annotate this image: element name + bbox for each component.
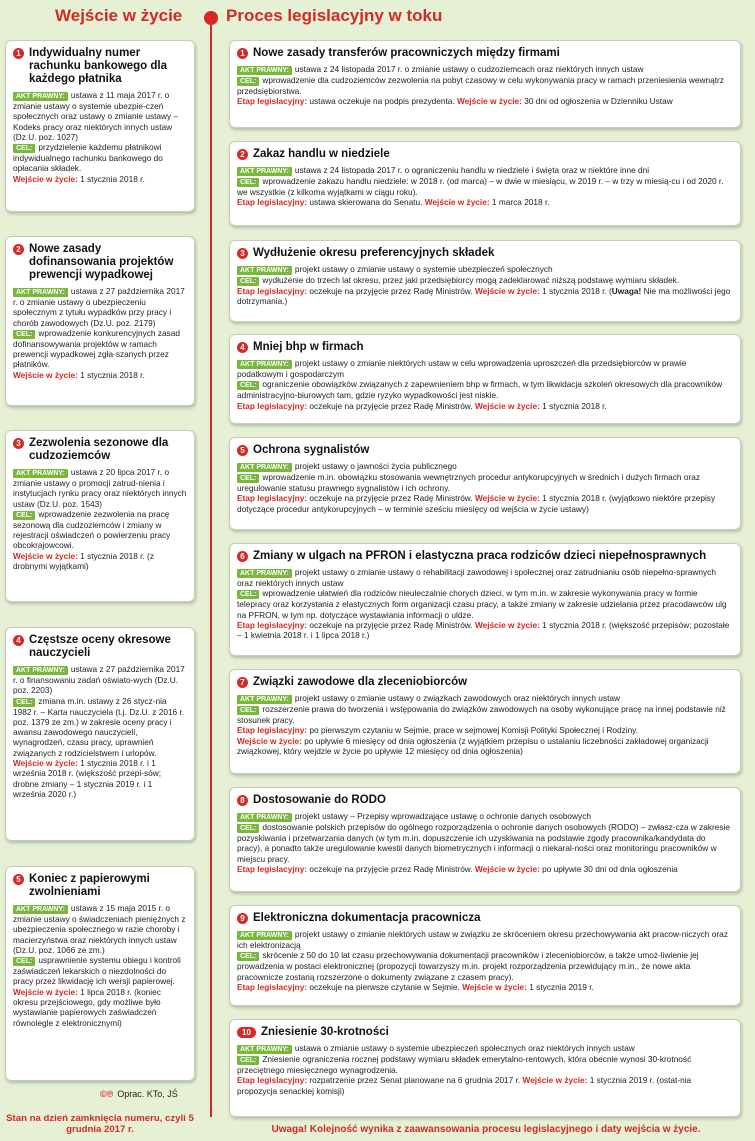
cel-text: wprowadzenie konkurencyjnych zasad dofinansowywania projektów w ramach prewencji wypadkowej zgła-szanych przez płatników. <box>13 327 180 370</box>
cel-text: usprawnienie systemu obiegu i kontroli zaświadczeń lekarskich o niezdolności do pracy przez likwidację ich wersji papierowej. <box>13 955 181 987</box>
uwaga-label: Uwaga! <box>611 286 642 296</box>
wejscie-label: Wejście w życie: <box>237 735 302 746</box>
cel-tag: CEL: <box>13 698 35 707</box>
number-badge: 3 <box>237 248 248 259</box>
akt-text: ustawa z 24 listopada 2017 r. o zmianie ustawy o cudzoziemcach oraz niektórych innych ustaw <box>294 64 644 74</box>
number-badge: 3 <box>13 438 24 449</box>
akt-tag: AKT PRAWNY: <box>237 266 292 275</box>
akt-tag: AKT PRAWNY: <box>237 360 292 369</box>
number-badge: 5 <box>237 445 248 456</box>
akt-tag: AKT PRAWNY: <box>13 288 68 297</box>
number-badge: 4 <box>237 342 248 353</box>
wejscie-text: 1 marca 2018 r. <box>491 197 550 208</box>
akt-text: projekt ustawy o zmianie niektórych ustaw w związku ze skróceniem okresu przechowywania akt pracow-niczych oraz ich elektronizacją <box>237 929 728 950</box>
akt-text: ustawa z 20 lipca 2017 r. o zmianie ustawy o promocji zatrud-nienia i instytucjach rynku pracy oraz niektórych innych ustaw (Dz.U. poz. 1543) <box>13 467 187 509</box>
etap-text: oczekuje na przyjęcie przez Radę Ministrów. <box>309 286 473 296</box>
akt-text: projekt ustawy o zmianie ustawy o systemie ubezpieczeń społecznych <box>294 264 553 274</box>
number-badge: 7 <box>237 677 248 688</box>
number-badge: 8 <box>237 795 248 806</box>
wejscie-text: 1 stycznia 2018 r. ( <box>542 286 612 296</box>
akt-tag: AKT PRAWNY: <box>13 469 68 478</box>
card-title: Mniej bhp w firmach <box>253 341 364 353</box>
cel-tag: CEL: <box>237 952 259 961</box>
etap-text: oczekuje na przyjęcie przez Radę Ministrów. <box>309 493 473 504</box>
left-card-2 <box>5 236 195 406</box>
wejscie-text: po upływie 6 miesięcy od dnia ogłoszenia (z wyjątkiem przepisu o ustalaniu liczebności zakładowej organizacji związkowej, który wejdzie w życie po upływie 12 miesięcy od dnia ogłoszenia) <box>237 735 709 756</box>
right-card-3 <box>229 240 741 322</box>
left-card-4 <box>5 627 195 841</box>
wejscie-label: Wejście w życie: <box>13 758 78 769</box>
wejscie-text: 30 dni od ogłoszenia w Dzienniku Ustaw <box>524 96 673 107</box>
card-title: Indywidualny numer rachunku bankowego dla każdego płatnika <box>29 47 168 85</box>
cel-tag: CEL: <box>237 706 259 715</box>
wejscie-label: Wejście w życie: <box>13 986 78 997</box>
card-title: Nowe zasady dofinansowania projektów prewencji wypadkowej <box>29 243 174 281</box>
order-footnote: Uwaga! Kolejność wynika z zaawansowania procesu legislacyjnego i daty wejścia w życie. <box>271 1124 701 1135</box>
wejscie-label: Wejście w życie: <box>474 493 540 504</box>
card-title: Częstsze oceny okresowe nauczycieli <box>29 634 171 659</box>
etap-text: oczekuje na przyjęcie przez Radę Ministrów. <box>309 400 473 411</box>
cel-text: rozszerzenie prawa do tworzenia i wstępowania do związków zawodowych na osoby wykonujące pracę na innej podstawie niż stosunek pracy. <box>237 704 726 725</box>
number-badge: 6 <box>237 551 248 562</box>
etap-label: Etap legislacyjny: <box>237 863 308 874</box>
number-badge: 4 <box>13 635 24 646</box>
cel-tag: CEL: <box>237 824 259 833</box>
wejscie-label: Wejście w życie: <box>457 96 522 107</box>
cel-text: wprowadzenie zakazu handlu niedziele: w 2018 r. (od marca) – w dwie w miesiącu, w 2019 r. – w trzy w miesią-cu i od 2020 r. we wszystkie (z kilkoma wyjątkami w ciągu roku). <box>237 176 724 197</box>
number-badge: 9 <box>237 913 248 924</box>
card-title: Zmiany w ulgach na PFRON i elastyczna praca rodziców dzieci niepełnosprawnych <box>253 550 707 562</box>
akt-text: ustawa z 11 maja 2017 r. o zmianie ustawy o systemie ubezpie-czeń społecznych oraz ustawy o zmianie ustawy – Kodeks pracy oraz niektórych innych ustaw (Dz.U. poz. 1027) <box>13 90 179 142</box>
wejscie-text: 1 stycznia 2018 r. (z drobnymi wyjątkami) <box>13 550 154 572</box>
wejscie-label: Wejście w życie: <box>424 197 490 208</box>
wejscie-text: po upływie 30 dni od dnia ogłoszenia <box>542 863 678 874</box>
cel-tag: CEL: <box>13 511 35 520</box>
wejscie-label: Wejście w życie: <box>474 619 540 630</box>
credit-text: Oprac. KTo, JŚ <box>117 1089 178 1099</box>
etap-label: Etap legislacyjny: <box>237 400 308 411</box>
cel-text: zmiana m.in. ustawy z 26 stycz-nia 1982 r. – Karta nauczyciela (t.j. Dz.U. z 2016 r. poz. 1379 ze zm.) w zakresie oceny pracy i awansu zawodowego nauczycieli, wynagrodzeń, czasu pracy, uprawnień związanych z rodzicielstwem i urlopów. <box>13 695 185 758</box>
etap-text: rozpatrzenie przez Senat planowane na 6 grudnia 2017 r. <box>309 1075 521 1086</box>
number-badge: 1 <box>13 48 24 59</box>
right-card-1 <box>229 40 741 128</box>
header-left-title: Wejście w życie <box>55 6 183 25</box>
cel-tag: CEL: <box>237 474 259 483</box>
wejscie-text: 1 stycznia 2018 r. <box>80 369 145 380</box>
etap-label: Etap legislacyjny: <box>237 493 308 504</box>
cel-text: wprowadzenie zezwolenia na pracę sezonową dla cudzoziemców i zmiany w rejestracji oświadczeń o powierzeniu pracy obcokrajowcowi. <box>13 508 171 551</box>
akt-tag: AKT PRAWNY: <box>237 66 292 75</box>
etap-label: Etap legislacyjny: <box>237 96 308 107</box>
wejscie-text: 1 lipca 2018 r. (koniec okresu przejściowego, gdy możliwe było wystawianie papierowych zaświadczeń równolegle z elektronicznymi) <box>13 986 161 1028</box>
etap-text: oczekuje na pierwsze czytanie w Sejmie. <box>309 981 460 992</box>
card-title: Zakaz handlu w niedziele <box>253 148 390 160</box>
cel-tag: CEL: <box>13 957 35 966</box>
cel-text: wprowadzenie dla cudzoziemców zezwolenia na pobyt czasowy w celu wykonywania pracy w ramach przeniesienia wewnątrz przedsiębiorstwa. <box>237 75 724 96</box>
right-card-4 <box>229 334 741 424</box>
akt-tag: AKT PRAWNY: <box>237 1045 292 1054</box>
card-title: Wydłużenie okresu preferencyjnych składek <box>253 247 495 259</box>
status-date: Stan na dzień zamknięcia numeru, czyli 5 grudnia 2017 r. <box>6 1113 194 1135</box>
right-card-5 <box>229 437 741 530</box>
left-card-1 <box>5 40 195 212</box>
cel-text: dostosowanie polskich przepisów do ogólnego rozporządzenia o ochronie danych osobowych (RODO) – zwłasz-cza w zakresie pozyskiwania i przetwarzania danych (w tym m.in. dopuszczenie ich uzyskiwania na podstawie zgody pracownika/kandydata do pracy), a ponadto także uregulowanie kwestii danych biometrycznych i informacji o niekaral-ności oraz monitoringu pracowników w miejscu pracy. <box>237 822 730 864</box>
akt-tag: AKT PRAWNY: <box>13 666 68 675</box>
card-title: Zezwolenia sezonowe dla cudzoziemców <box>29 437 169 462</box>
timeline-line <box>210 22 212 1117</box>
etap-label: Etap legislacyjny: <box>237 725 308 736</box>
etap-text: ustawa skierowana do Senatu. <box>309 197 423 208</box>
cel-text: przydzielenie każdemu płatnikowi indywidualnego rachunku bankowego do opłacania składek. <box>13 142 163 174</box>
wejscie-label: Wejście w życie: <box>474 400 540 411</box>
wejscie-label: Wejście w życie: <box>462 981 527 992</box>
card-title: Koniec z papierowymi zwolnieniami <box>29 873 150 898</box>
wejscie-label: Wejście w życie: <box>13 369 78 380</box>
number-badge: 1 <box>237 48 248 59</box>
card-title: Nowe zasady transferów pracowniczych między firmami <box>253 47 560 59</box>
etap-label: Etap legislacyjny: <box>237 619 308 630</box>
akt-tag: AKT PRAWNY: <box>13 905 68 914</box>
right-card-7 <box>229 669 741 774</box>
akt-tag: AKT PRAWNY: <box>237 463 292 472</box>
cel-text: wprowadzenie m.in. obowiązku stosowania wewnętrznych procedur antykorupcyjnych w średnich i dużych firmach oraz uregulowanie statusu prawnego sygnalistów i ich ochrony. <box>237 472 700 493</box>
number-badge: 2 <box>237 149 248 160</box>
etap-label: Etap legislacyjny: <box>237 286 308 296</box>
cel-text: wydłużenie do trzech lat okresu, przez jaki przedsiębiorcy mogą zadeklarować niższą podstawę wymiaru składek. <box>262 275 680 285</box>
akt-text: projekt ustawy o zmianie ustawy o rehabilitacji zawodowej i społecznej oraz zatrudnianiu osób niepełno-sprawnych oraz niektórych innych ustaw <box>237 567 716 588</box>
akt-text: projekt ustawy o zmianie niektórych ustaw w celu wprowadzenia uproszczeń dla przedsiębiorców w prawie podatkowym i gospodarczym <box>237 358 687 379</box>
card-title: Zniesienie 30-krotności <box>261 1026 389 1038</box>
left-card-3 <box>5 430 195 602</box>
etap-label: Etap legislacyjny: <box>237 197 308 208</box>
cel-text: wprowadzenie ułatwień dla rodziców nieuleczalnie chorych dzieci, w tym m.in. w zakresie wykonywania pracy w formie telepracy oraz korzystania z elastycznych form organizacji czasu pracy, a także zmiany w zakresie udzielania przez pracodawców ulg na PFRON, w tym np. dotyczące wystawiania informacji o uldze. <box>237 588 727 620</box>
cel-tag: CEL: <box>237 590 259 599</box>
akt-tag: AKT PRAWNY: <box>237 813 292 822</box>
right-card-6 <box>229 543 741 656</box>
cel-tag: CEL: <box>237 277 259 286</box>
etap-text: po pierwszym czytaniu w Sejmie, prace w sejmowej Komisji Polityki Społecznej i Rodziny. <box>309 725 639 736</box>
akt-text: projekt ustawy o jawności życia publicznego <box>294 461 457 471</box>
akt-tag: AKT PRAWNY: <box>13 92 68 101</box>
akt-text: ustawa z 24 listopada 2017 r. o ograniczeniu handlu w niedziele i święta oraz w niektóre inne dni <box>294 165 650 175</box>
cel-tag: CEL: <box>237 77 259 86</box>
card-title: Związki zawodowe dla zleceniobiorców <box>253 676 468 688</box>
number-badge: 2 <box>13 244 24 255</box>
etap-text: oczekuje na przyjęcie przez Radę Ministrów. <box>309 619 473 630</box>
cel-text: skrócenie z 50 do 10 lat czasu przechowywania dokumentacji pracowników i zleceniobiorców, a także umoż-liwienie jej prowadzenia w postaci elektronicznej (propozycji towarzyszy m.in. projekt rozporządzenia przewidujący m.in., że nowe akta pracownicze zostaną rozszerzone o dokumenty związane z czasem pracy). <box>237 950 699 982</box>
akt-text: ustawa z 27 października 2017 r. o zmianie ustawy o ubezpieczeniu społecznym z tytułu wypadków przy pracy i chorób zawodowych (Dz.U. poz. 2179) <box>13 286 185 328</box>
left-card-5 <box>5 866 195 1081</box>
right-card-10 <box>229 1019 741 1117</box>
etap-label: Etap legislacyjny: <box>237 1075 308 1086</box>
akt-text: projekt ustawy – Przepisy wprowadzające ustawę o ochronie danych osobowych <box>294 811 591 821</box>
credit-symbol: ©℗ <box>100 1089 114 1099</box>
author-credit <box>100 1089 178 1099</box>
cel-tag: CEL: <box>237 1056 259 1065</box>
cel-tag: CEL: <box>237 178 259 187</box>
card-title: Dostosowanie do RODO <box>253 794 386 806</box>
cel-text: Zniesienie ograniczenia rocznej podstawy wymiaru składek emerytalno-rentowych, która obecnie wynosi 30-krotność przeciętnego miesięcznego wynagrodzenia. <box>237 1054 692 1075</box>
wejscie-label: Wejście w życie: <box>474 863 540 874</box>
wejscie-text: 1 stycznia 2018 r. (wyjątkowo niektóre przepisy dotyczące procedur antykorupcyjnych – w terminie sześciu miesięcy od wejścia w życie ustawy) <box>237 493 716 514</box>
cel-tag: CEL: <box>237 381 259 390</box>
right-card-8 <box>229 787 741 892</box>
card-title: Elektroniczna dokumentacja pracownicza <box>253 912 481 924</box>
wejscie-label: Wejście w życie: <box>13 550 78 561</box>
header-right-title: Proces legislacyjny w toku <box>226 6 443 25</box>
wejscie-text: 1 stycznia 2019 r. (ostat-nia propozycja senackiej komisji) <box>237 1075 692 1096</box>
cel-tag: CEL: <box>13 330 35 339</box>
wejscie-text: 1 stycznia 2019 r. <box>529 981 594 992</box>
etap-text: ustawa oczekuje na podpis prezydenta. <box>309 96 455 107</box>
akt-tag: AKT PRAWNY: <box>237 931 292 940</box>
right-card-9 <box>229 905 741 1006</box>
wejscie-label: Wejście w życie: <box>522 1075 588 1086</box>
wejscie-text: 1 stycznia 2018 r. i 1 września 2018 r. (większość przepi-sów; drobne zmiany – 1 stycznia 2019 r. i 1 września 2020 r.) <box>13 758 162 799</box>
wejscie-text: 1 stycznia 2018 r. <box>80 173 145 184</box>
akt-tag: AKT PRAWNY: <box>237 167 292 176</box>
etap-text: oczekuje na przyjęcie przez Radę Ministrów. <box>309 863 473 874</box>
akt-text: ustawa z 15 maja 2015 r. o zmianie ustawy o świadczeniach pieniężnych z ubezpieczenia społecznego w razie choroby i macierzyństwa oraz niektórych innych ustaw (Dz.U. poz. 1066 ze zm.) <box>13 903 186 955</box>
number-badge: 5 <box>13 874 24 885</box>
akt-text: projekt ustawy o zmianie ustawy o związkach zawodowych oraz niektórych innych ustaw <box>294 693 620 703</box>
cel-text: ograniczenie obowiązków związanych z zapewnieniem bhp w firmach, w tym likwidacja szkoleń okresowych dla pracowników administracyjno-biurowych tam, gdzie ryzyko wypadkowości jest niskie. <box>237 379 723 401</box>
akt-text: ustawa z 27 października 2017 r. o finansowaniu zadań oświato-wych (Dz.U. poz. 2203) <box>13 664 185 696</box>
akt-tag: AKT PRAWNY: <box>237 695 292 704</box>
number-badge: 10 <box>237 1027 256 1038</box>
etap-label: Etap legislacyjny: <box>237 981 308 992</box>
right-card-2 <box>229 141 741 226</box>
card-title: Ochrona sygnalistów <box>253 444 370 456</box>
wejscie-text: 1 stycznia 2018 r. <box>542 400 607 411</box>
uwaga-text: Nie ma możliwości jego dotrzymania.) <box>237 286 731 307</box>
akt-tag: AKT PRAWNY: <box>237 569 292 578</box>
wejscie-text: 1 stycznia 2018 r. (większość przepisów; pozostałe – 1 kwietnia 2018 r. i 1 lipca 2018 r.) <box>237 619 730 641</box>
cel-tag: CEL: <box>13 144 35 153</box>
akt-text: ustawa o zmianie ustawy o systemie ubezpieczeń społecznych oraz niektórych innych ustaw <box>294 1043 635 1053</box>
wejscie-label: Wejście w życie: <box>13 173 78 184</box>
wejscie-label: Wejście w życie: <box>474 286 540 296</box>
